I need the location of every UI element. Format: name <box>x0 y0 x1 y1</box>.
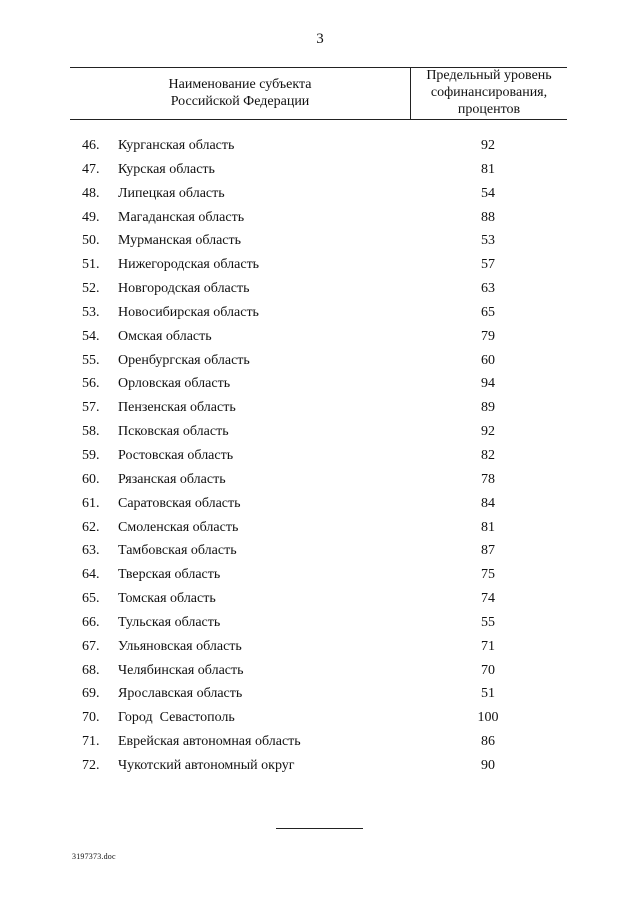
row-cofinancing-value: 88 <box>481 209 495 225</box>
row-cofinancing-value: 92 <box>481 138 495 153</box>
row-subject-name: Оренбургская область <box>118 352 250 368</box>
row-subject-name: Пензенская область <box>118 400 236 416</box>
row-number: 57. <box>82 400 100 416</box>
row-subject-name: Ростовская область <box>118 447 234 463</box>
row-subject-name: Смоленская область <box>118 519 239 535</box>
row-subject-name: Саратовская область <box>118 495 241 511</box>
end-of-document-rule <box>276 828 363 829</box>
table-row <box>0 613 640 637</box>
table-row <box>0 494 640 518</box>
row-cofinancing-value: 78 <box>481 471 495 487</box>
row-subject-name: Тверская область <box>118 567 221 583</box>
table-row <box>0 208 640 232</box>
row-subject-name: Тульская область <box>118 614 221 630</box>
row-subject-name: Омская область <box>118 328 212 344</box>
row-cofinancing-value: 51 <box>481 686 495 702</box>
table-row <box>0 184 640 208</box>
row-cofinancing-value: 54 <box>481 185 495 201</box>
row-subject-name: Курганская область <box>118 138 235 153</box>
row-number: 60. <box>82 471 100 487</box>
row-cofinancing-value: 84 <box>481 495 495 511</box>
row-cofinancing-value: 57 <box>481 257 495 273</box>
row-number: 66. <box>82 614 100 630</box>
row-number: 48. <box>82 185 100 201</box>
row-number: 61. <box>82 495 100 511</box>
row-subject-name: Магаданская область <box>118 209 245 225</box>
row-subject-name: Псковская область <box>118 424 229 440</box>
table-row <box>0 684 640 708</box>
row-subject-name: Ярославская область <box>118 686 243 702</box>
row-number: 52. <box>82 281 100 297</box>
row-subject-name: Мурманская область <box>118 233 242 249</box>
row-cofinancing-value: 81 <box>481 519 495 535</box>
row-subject-name: Город Севастополь <box>118 710 235 726</box>
row-number: 51. <box>82 257 100 273</box>
row-number: 64. <box>82 567 100 583</box>
row-number: 68. <box>82 662 100 678</box>
row-subject-name: Рязанская область <box>118 471 226 487</box>
row-subject-name: Нижегородская область <box>118 257 260 273</box>
row-subject-name: Еврейская автономная область <box>118 734 301 750</box>
row-subject-name: Курская область <box>118 161 215 177</box>
table-row <box>0 732 640 756</box>
row-subject-name: Новосибирская область <box>118 304 259 320</box>
table-row <box>0 303 640 327</box>
table-row <box>0 374 640 398</box>
row-number: 70. <box>82 710 100 726</box>
table-row <box>0 589 640 613</box>
table-row <box>0 160 640 184</box>
row-number: 46. <box>82 138 100 153</box>
column-header-level-line-1: Предельный уровень <box>426 68 552 83</box>
column-header-level-line-3: процентов <box>457 102 521 117</box>
column-header-subject-line-2: Российской Федерации <box>170 94 310 109</box>
row-cofinancing-value: 65 <box>481 304 495 320</box>
table-row <box>0 279 640 303</box>
table-row <box>0 661 640 685</box>
row-subject-name: Орловская область <box>118 376 231 392</box>
row-cofinancing-value: 71 <box>481 638 495 654</box>
table-row <box>0 565 640 589</box>
row-subject-name: Липецкая область <box>118 185 225 201</box>
row-number: 71. <box>82 734 100 750</box>
page-number: 3 <box>316 31 324 47</box>
table-row <box>0 756 640 780</box>
row-number: 65. <box>82 591 100 607</box>
table-row <box>0 422 640 446</box>
row-cofinancing-value: 55 <box>481 614 495 630</box>
table-row <box>0 351 640 375</box>
row-cofinancing-value: 75 <box>481 567 495 583</box>
document-code: 3197373.doc <box>72 852 116 861</box>
row-cofinancing-value: 63 <box>481 281 495 297</box>
row-subject-name: Тамбовская область <box>118 543 237 559</box>
table-row <box>0 470 640 494</box>
table-header-bottom-rule <box>70 119 567 120</box>
row-subject-name: Челябинская область <box>118 662 244 678</box>
row-cofinancing-value: 60 <box>481 352 495 368</box>
row-number: 59. <box>82 447 100 463</box>
row-cofinancing-value: 90 <box>481 757 495 773</box>
table-row <box>0 231 640 255</box>
row-cofinancing-value: 92 <box>481 424 495 440</box>
row-subject-name: Томская область <box>118 591 216 607</box>
row-number: 50. <box>82 233 100 249</box>
table-row <box>0 398 640 422</box>
row-cofinancing-value: 79 <box>481 328 495 344</box>
row-number: 63. <box>82 543 100 559</box>
table-row <box>0 255 640 279</box>
row-cofinancing-value: 94 <box>481 376 495 392</box>
row-cofinancing-value: 87 <box>481 543 495 559</box>
table-row <box>0 136 640 160</box>
row-number: 47. <box>82 161 100 177</box>
row-number: 69. <box>82 686 100 702</box>
column-header-level-line-2: софинансирования, <box>430 85 548 100</box>
table-row <box>0 446 640 470</box>
row-number: 62. <box>82 519 100 535</box>
row-number: 53. <box>82 304 100 320</box>
column-header-subject-name <box>70 76 410 110</box>
table-row <box>0 327 640 351</box>
row-cofinancing-value: 70 <box>481 662 495 678</box>
row-number: 58. <box>82 424 100 440</box>
row-number: 54. <box>82 328 100 344</box>
row-cofinancing-value: 82 <box>481 447 495 463</box>
row-subject-name: Новгородская область <box>118 281 250 297</box>
table-row <box>0 541 640 565</box>
row-number: 56. <box>82 376 100 392</box>
table-row <box>0 637 640 661</box>
row-subject-name: Чукотский автономный округ <box>118 757 295 773</box>
table-row <box>0 708 640 732</box>
row-cofinancing-value: 89 <box>481 400 495 416</box>
row-cofinancing-value: 74 <box>481 591 495 607</box>
row-cofinancing-value: 100 <box>477 710 499 726</box>
row-cofinancing-value: 86 <box>481 734 495 750</box>
row-number: 55. <box>82 352 100 368</box>
column-header-subject-line-1: Наименование субъекта <box>168 77 312 92</box>
table-row <box>0 518 640 542</box>
table-body <box>0 136 640 780</box>
row-cofinancing-value: 53 <box>481 233 495 249</box>
row-number: 49. <box>82 209 100 225</box>
row-cofinancing-value: 81 <box>481 161 495 177</box>
row-number: 72. <box>82 757 100 773</box>
column-header-cofinancing-level <box>411 67 567 118</box>
row-subject-name: Ульяновская область <box>118 638 242 654</box>
row-number: 67. <box>82 638 100 654</box>
